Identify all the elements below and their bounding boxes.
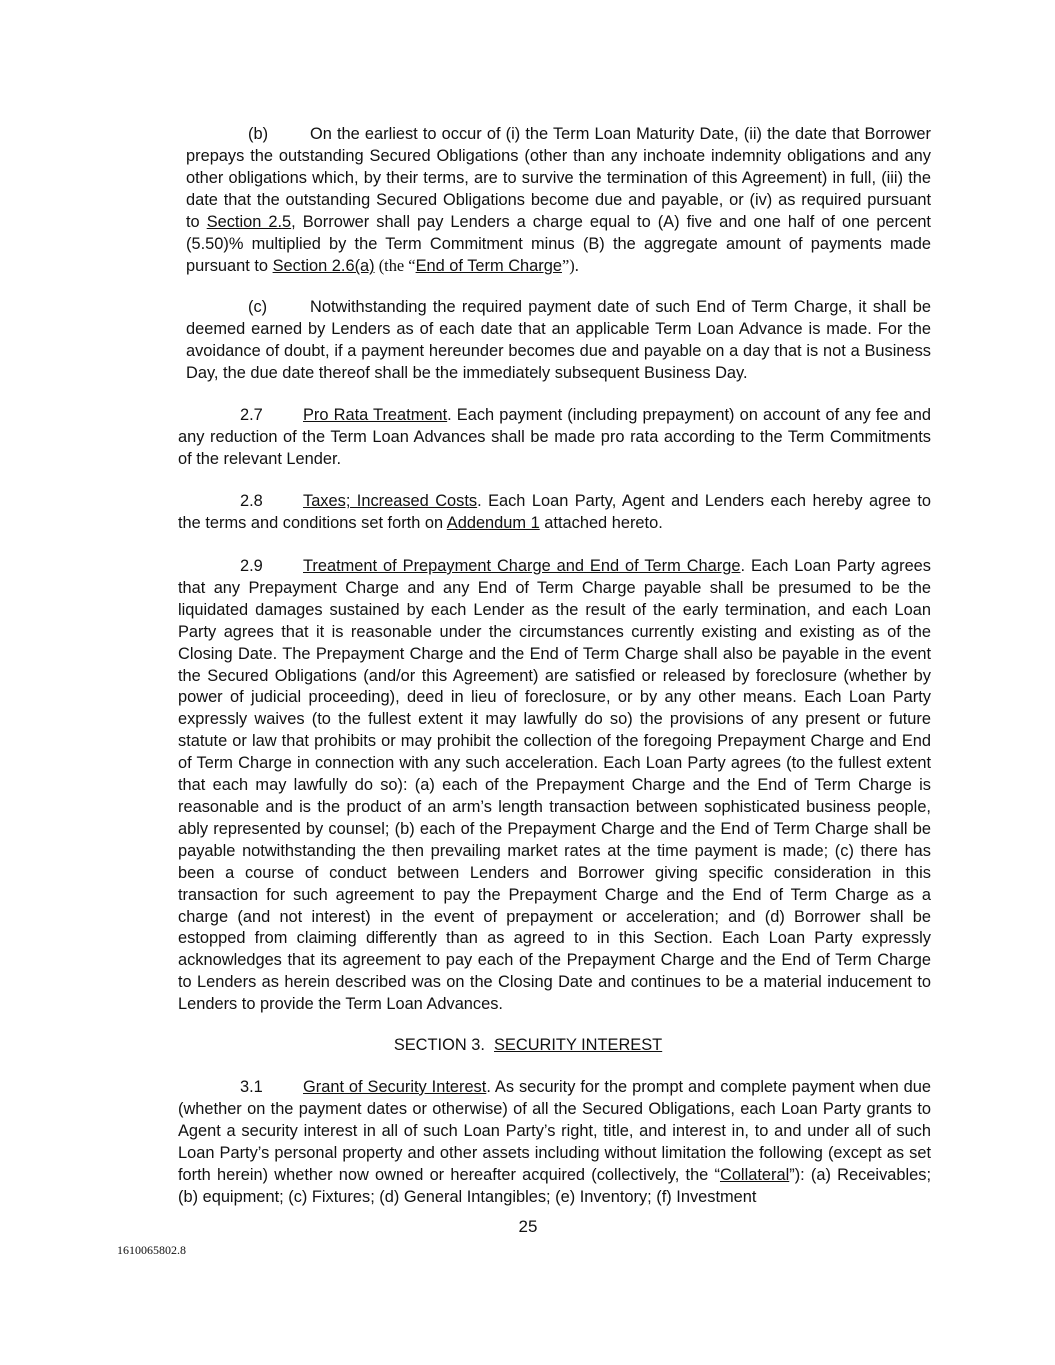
section-2-6a-link[interactable]: Section 2.6(a) [272, 257, 375, 276]
para-b-label: (b) [248, 125, 269, 143]
section-2-9-text: . Each Loan Party agrees that any Prepayment Charge and any End of Term Charge payable shall be presumed to be the liquidated damages sustained by each Lender as the result of the early termination, and each Loan Party agrees that it is reasonable under the circumstances currently existing and existing as of the Closing Date. The Prepayment Charge and the End of Term Charge shall also be payable in the event the Secured Obligations (and/or this Agreement) are satisfied or released by foreclosure (whether by power of judicial proceeding), deed in lieu of foreclosure, or by any other means. Each Loan Party expressly waives (to the fullest extent it may lawfully do so) the provisions of any present or future statute or law that prohibits or may prohibit the collection of the foregoing Prepayment Charge and End of Term Charge in connection with any such acceleration. Each Loan Party agrees (to the fullest extent that each may lawfully do so): (a) each of the Prepayment Charge and the End of Term Charge is reasonable and is the product of an arm’s length transaction between sophisticated business people, ably represented by counsel; (b) each of the Prepayment Charge and the End of Term Charge shall be payable notwithstanding the then prevailing market rates at the time payment is made; (c) there has been a course of conduct between Lenders and Borrower giving specific consideration in this transaction for such agreement to pay the Prepayment Charge and the End of Term Charge as a charge (and not interest) in the event of prepayment or acceleration; and (d) Borrower shall be estopped from claiming differently than as agreed to in this Section. Each Loan Party expressly acknowledges that its agreement to pay each of the Prepayment Charge and the End of Term Charge to Lenders as herein described was on the Closing Date and continues to be a material inducement to Lenders to provide the Term Loan Advances. [178, 557, 931, 1014]
paragraph-2-6-b [186, 124, 931, 278]
para-b-text-2: , Borrower shall pay Lenders a charge equal to (A) five and one half of one percent (5.50)% multiplied by the Term Commitment minus (B) the aggregate amount of payments made pursuant to [186, 212, 931, 276]
section-2-8-text-1: . Each Loan Party, Agent and Lenders each hereby agree to the terms and conditions set forth on [178, 492, 932, 532]
section-3-title: SECURITY INTEREST [494, 1036, 663, 1054]
section-3-1-number: 3.1 [240, 1078, 263, 1096]
section-3-prefix: SECTION 3. [393, 1036, 494, 1054]
addendum-1-link[interactable]: Addendum 1 [446, 513, 540, 532]
section-2-9-title: Treatment of Prepayment Charge and End of Term Charge [303, 557, 741, 575]
section-2-7-text: . Each payment (including prepayment) on account of any fee and any reduction of the Term Loan Advances shall be made pro rata according to the Term Commitments of the relevant Lender. [178, 406, 932, 468]
end-of-term-charge-defined: End of Term Charge [415, 257, 562, 276]
section-2-7-number: 2.7 [240, 406, 263, 424]
section-2-8-number: 2.8 [240, 492, 263, 510]
section-2-8 [178, 491, 931, 535]
section-3-1-title: Grant of Security Interest [303, 1078, 487, 1096]
section-2-8-title: Taxes; Increased Costs [303, 492, 478, 510]
section-2-7 [178, 405, 931, 471]
para-b-text-4: ”). [561, 256, 579, 276]
para-b-text-3: (the “ [374, 256, 416, 276]
section-2-9-number: 2.9 [240, 557, 263, 575]
section-2-9 [178, 556, 931, 1016]
section-3-heading [178, 1035, 878, 1057]
para-b-text-1: On the earliest to occur of (i) the Term Loan Maturity Date, (ii) the date that Borrower prepays the outstanding Secured Obligations (other than any inchoate indemnity obligations and any other obligations which, by their terms, are to survive the termination of this Agreement) in full, (iii) the date that the outstanding Secured Obligations become due and payable, or (iv) as required pursuant to [186, 125, 931, 231]
section-2-7-title: Pro Rata Treatment [303, 406, 448, 424]
section-2-8-text-2: attached hereto. [539, 513, 663, 532]
section-3-1-text-1: . As security for the prompt and complete payment when due (whether on the payment dates or otherwise) of all the Secured Obligations, each Loan Party grants to Agent a security interest in all of such Loan Party’s right, title, and interest in, to and under all of such Loan Party’s personal property and other assets including without limitation the following (except as set forth herein) whether now owned or hereafter acquired (collectively, the “ [178, 1078, 931, 1184]
section-3-1-text-2: ”): (a) Receivables; (b) equipment; (c) Fixtures; (d) General Intangibles; (e) Inventory; (f) Investment [178, 1165, 932, 1206]
section-2-5-link[interactable]: Section 2.5 [206, 212, 292, 231]
document-id: 1610065802.8 [117, 1243, 186, 1257]
collateral-defined: Collateral [719, 1165, 790, 1184]
section-3-1 [178, 1077, 931, 1208]
para-c-text: Notwithstanding the required payment date of such End of Term Charge, it shall be deemed earned by Lenders as of each date that an applicable Term Loan Advance is made. For the avoidance of doubt, if a payment hereunder becomes due and payable on a day that is not a Business Day, the due date thereof shall be the immediately subsequent Business Day. [186, 298, 931, 382]
paragraph-2-6-c [186, 297, 931, 385]
page-number: 25 [518, 1217, 538, 1236]
para-c-label: (c) [248, 298, 268, 316]
